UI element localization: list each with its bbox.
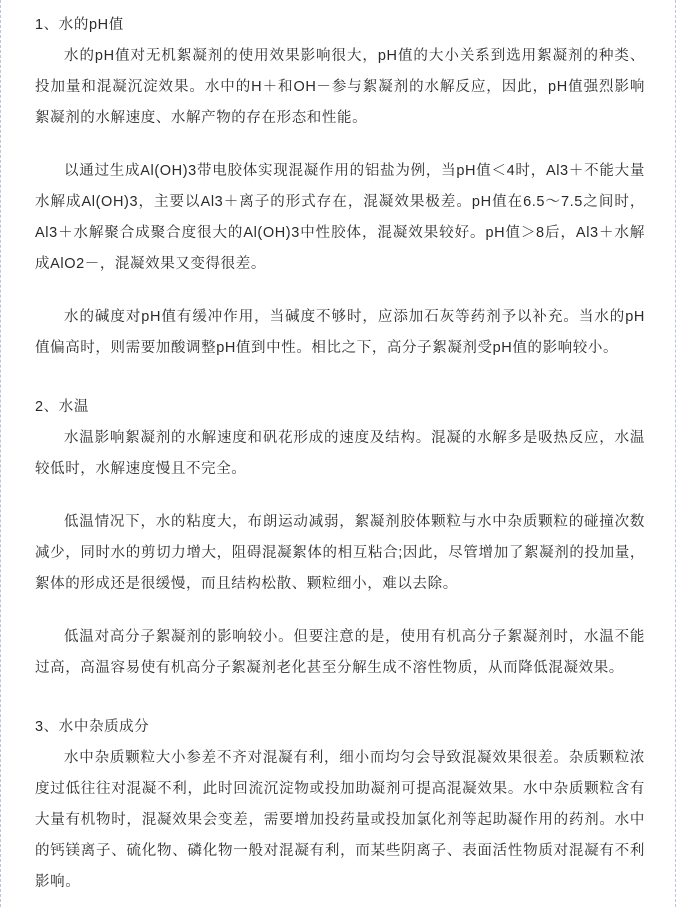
section-spacer <box>35 364 645 392</box>
section-1-paragraph-2: 以通过生成Al(OH)3带电胶体实现混凝作用的铝盐为例，当pH值＜4时，Al3＋不能大量水解成Al(OH)3，主要以Al3＋离子的形式存在，混凝效果极差。pH值在6.5～7.5之间时，Al3＋水解聚合成聚合度很大的Al(OH)3中性胶体，混凝效果较好。pH值＞8后，Al3＋水解成AlO2－，混凝效果又变得很差。 <box>35 163 645 272</box>
article-body <box>35 10 645 898</box>
paragraph-spacer <box>35 485 645 507</box>
section-heading-1: 1、水的pH值 <box>35 17 124 33</box>
section-1-paragraph-1: 水的pH值对无机絮凝剂的使用效果影响很大，pH值的大小关系到选用絮凝剂的种类、投加量和混凝沉淀效果。水中的H＋和OH－参与絮凝剂的水解反应，因此，pH值强烈影响絮凝剂的水解速度、水解产物的存在形态和性能。 <box>35 48 645 126</box>
section-3-paragraph-1: 水中杂质颗粒大小参差不齐对混凝有利，细小而均匀会导致混凝效果很差。杂质颗粒浓度过低往往对混凝不利，此时回流沉淀物或投加助凝剂可提高混凝效果。水中杂质颗粒含有大量有机物时，混凝效果会变差，需要增加投药量或投加氯化剂等起助凝作用的药剂。水中的钙镁离子、硫化物、磷化物一般对混凝有利，而某些阴离子、表面活性物质对混凝有不利影响。 <box>35 750 645 890</box>
paragraph-spacer <box>35 280 645 302</box>
section-spacer <box>35 684 645 712</box>
section-heading-2: 2、水温 <box>35 399 89 415</box>
section-heading-3: 3、水中杂质成分 <box>35 719 150 735</box>
section-2-paragraph-3: 低温对高分子絮凝剂的影响较小。但要注意的是，使用有机高分子絮凝剂时，水温不能过高，高温容易使有机高分子絮凝剂老化甚至分解生成不溶性物质，从而降低混凝效果。 <box>35 629 645 676</box>
section-2-paragraph-1: 水温影响絮凝剂的水解速度和矾花形成的速度及结构。混凝的水解多是吸热反应，水温较低时，水解速度慢且不完全。 <box>35 430 645 477</box>
section-2-paragraph-2: 低温情况下，水的粘度大，布朗运动减弱，絮凝剂胶体颗粒与水中杂质颗粒的碰撞次数减少，同时水的剪切力增大，阻碍混凝絮体的相互粘合;因此，尽管增加了絮凝剂的投加量，絮体的形成还是很缓慢，而且结构松散、颗粒细小，难以去除。 <box>35 514 645 592</box>
section-1-paragraph-3: 水的碱度对pH值有缓冲作用，当碱度不够时，应添加石灰等药剂予以补充。当水的pH值偏高时，则需要加酸调整pH值到中性。相比之下，高分子絮凝剂受pH值的影响较小。 <box>35 309 645 356</box>
paragraph-spacer <box>35 600 645 622</box>
paragraph-spacer <box>35 134 645 156</box>
